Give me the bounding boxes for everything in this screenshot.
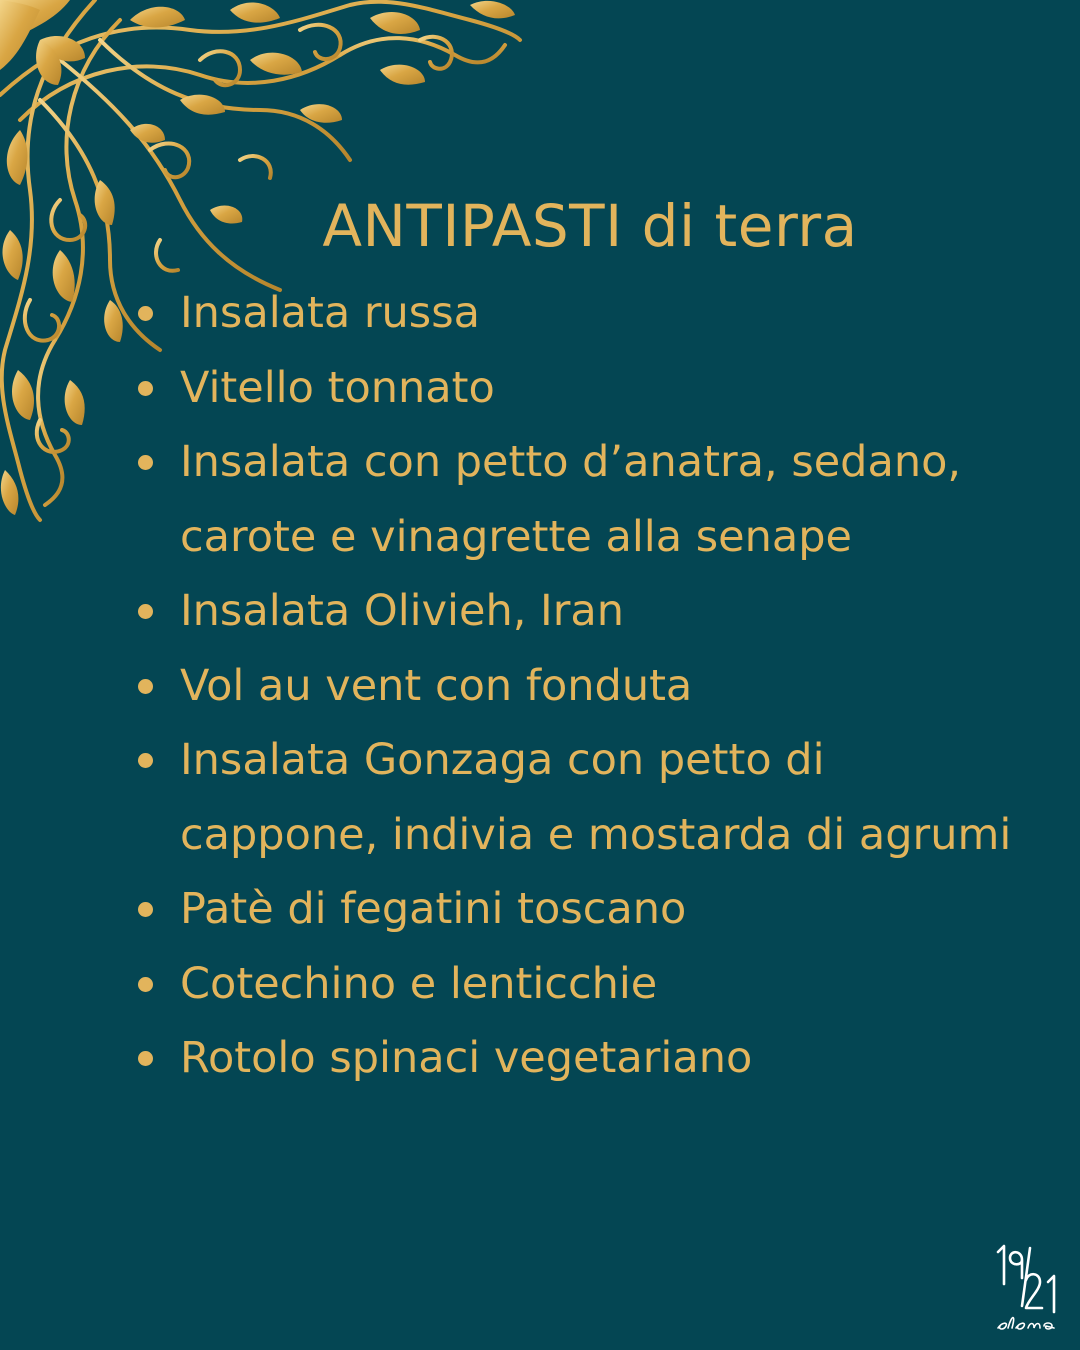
- list-item: [133, 649, 1033, 724]
- bullet-icon: [138, 1051, 153, 1066]
- list-item-text: Rotolo spinaci vegetariano: [180, 1033, 753, 1083]
- list-item-text: Vitello tonnato: [180, 362, 495, 413]
- list-item: [133, 1021, 1033, 1096]
- bullet-icon: [138, 753, 153, 768]
- list-item: [133, 723, 1033, 872]
- list-item: [133, 351, 1033, 426]
- list-item-text: Insalata russa: [180, 288, 480, 338]
- list-item: [133, 276, 1033, 351]
- menu-list: [133, 276, 1033, 1096]
- list-item-text: Cotechino e lenticchie: [180, 958, 658, 1009]
- list-item: [133, 947, 1033, 1022]
- bullet-icon: [138, 455, 153, 470]
- brand-logo-icon: [992, 1242, 1062, 1336]
- bullet-icon: [138, 381, 153, 396]
- list-item-text: Patè di fegatini toscano: [180, 884, 687, 934]
- list-item: [133, 425, 1033, 574]
- list-item: [133, 574, 1033, 649]
- bullet-icon: [138, 306, 153, 321]
- list-item-text: Insalata Olivieh, Iran: [180, 586, 625, 636]
- bullet-icon: [138, 902, 153, 917]
- list-item-text: Vol au vent con fonduta: [180, 660, 693, 711]
- page-title: ANTIPASTI di terra: [322, 192, 858, 260]
- list-item: [133, 872, 1033, 947]
- bullet-icon: [138, 604, 153, 619]
- list-item-text: Insalata con petto d’anatra, sedano, carote e vinagrette alla senape: [180, 437, 962, 562]
- bullet-icon: [138, 977, 153, 992]
- list-item-text: Insalata Gonzaga con petto di cappone, indivia e mostarda di agrumi: [180, 735, 1012, 860]
- bullet-icon: [138, 679, 153, 694]
